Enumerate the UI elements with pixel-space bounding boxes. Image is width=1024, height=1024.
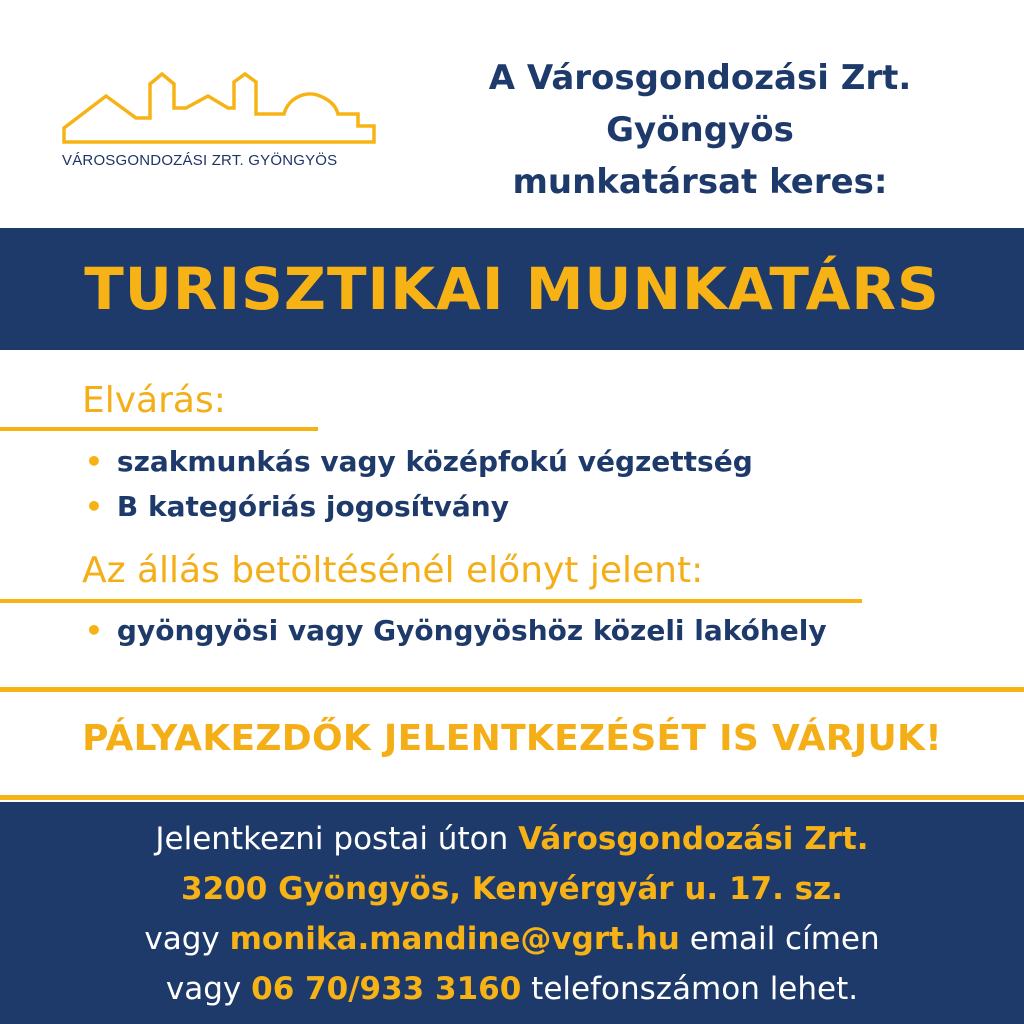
list-item — [85, 614, 827, 647]
postal-address: 3200 Gyöngyös, Kenyérgyár u. 17. sz. — [181, 871, 843, 907]
list-item — [85, 445, 753, 478]
title-band — [0, 228, 1024, 350]
bullet-icon: • — [85, 445, 103, 478]
contact-line — [0, 814, 1024, 864]
divider-bottom — [0, 795, 1024, 800]
contact-text: email címen — [679, 921, 880, 957]
city-skyline-icon — [58, 72, 378, 152]
requirements-heading: Elvárás: — [82, 380, 226, 421]
email-link[interactable]: monika.mandine@vgrt.hu — [229, 921, 680, 957]
header-text — [420, 52, 980, 208]
list-item — [85, 490, 509, 523]
divider-top — [0, 687, 1024, 692]
callout-text: PÁLYAKEZDŐK JELENTKEZÉSÉT IS VÁRJUK! — [82, 718, 942, 759]
contact-text: vagy — [144, 921, 230, 957]
contact-text: Jelentkezni postai úton — [155, 821, 519, 857]
advantage-heading: Az állás betöltésénél előnyt jelent: — [82, 550, 704, 591]
requirements-underline — [0, 427, 318, 431]
company-logo — [58, 72, 378, 182]
contact-line — [0, 964, 1024, 1014]
bullet-icon: • — [85, 490, 103, 523]
contact-line — [0, 864, 1024, 914]
advantage-underline — [0, 599, 862, 603]
contact-line — [0, 914, 1024, 964]
header-line: munkatársat keres: — [512, 162, 888, 202]
company-name: Városgondozási Zrt. — [518, 821, 869, 857]
list-item-text: B kategóriás jogosítvány — [116, 490, 509, 523]
contact-text: vagy — [165, 971, 252, 1007]
bullet-icon: • — [85, 614, 103, 647]
header-line: A Városgondozási Zrt. — [488, 58, 912, 98]
contact-text: telefonszámon lehet. — [521, 971, 859, 1007]
job-title: TURISZTIKAI MUNKATÁRS — [84, 255, 940, 323]
logo-text: VÁROSGONDOZÁSI ZRT. GYÖNGYÖS — [62, 152, 338, 169]
phone-number[interactable]: 06 70/933 3160 — [251, 971, 522, 1007]
header-line: Gyöngyös — [606, 110, 794, 150]
contact-footer — [0, 802, 1024, 1024]
list-item-text: szakmunkás vagy középfokú végzettség — [116, 445, 753, 478]
list-item-text: gyöngyösi vagy Gyöngyöshöz közeli lakóhely — [116, 614, 827, 647]
